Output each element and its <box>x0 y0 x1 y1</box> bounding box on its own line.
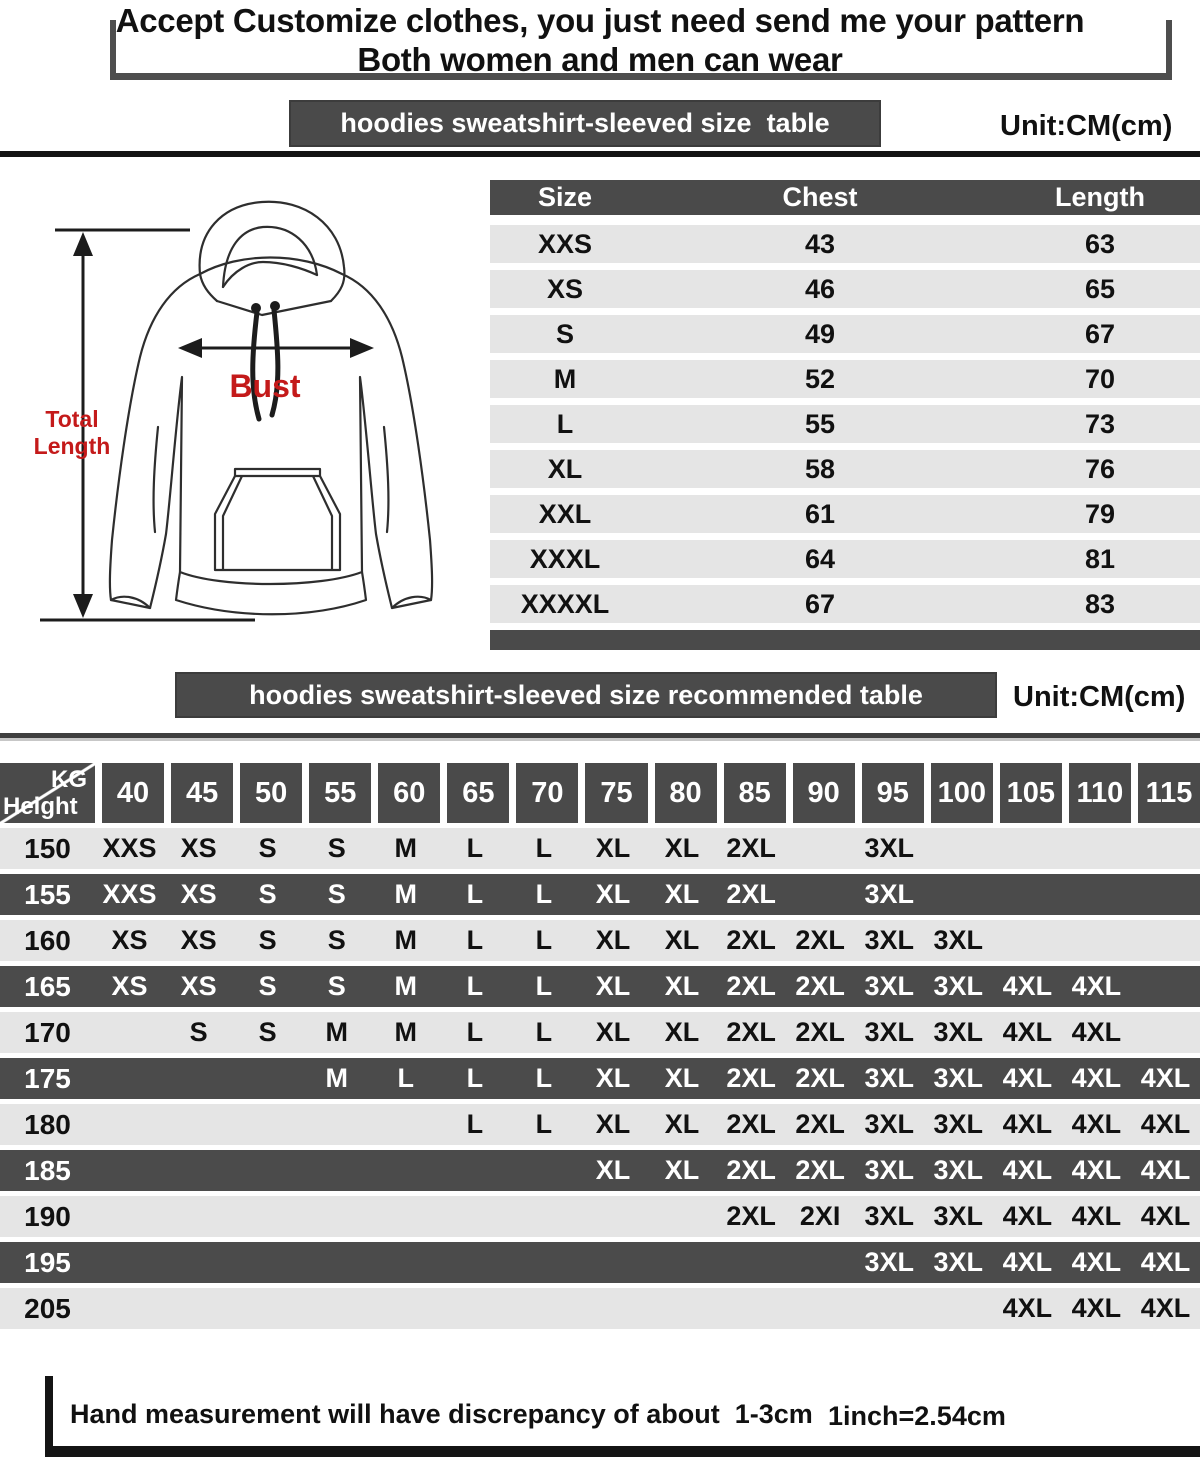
recommend-table-cell: 2XL <box>795 1017 845 1047</box>
size-table-cell: 83 <box>1084 588 1116 619</box>
weight-header-cell: 115 <box>1138 763 1200 823</box>
recommend-table-cell: 4XL <box>1002 1063 1053 1093</box>
recommend-table-cell: 2XL <box>795 925 845 955</box>
weight-header-cell: 90 <box>793 763 855 823</box>
recommend-table <box>0 763 1200 1329</box>
recommend-table-cell: M <box>325 1063 348 1093</box>
recommend-table-cell: L <box>397 1063 415 1093</box>
recommend-table-row <box>0 1288 1200 1329</box>
height-row-label: 170 <box>24 1016 71 1048</box>
recommend-table-cell: XL <box>664 833 700 863</box>
recommend-table-cell: 2XL <box>726 879 776 909</box>
size-table-cell: 76 <box>1084 453 1116 484</box>
col-chest: Chest <box>782 182 858 212</box>
recommend-table-cell: 3XL <box>933 1201 984 1231</box>
recommend-table-cell: 4XL <box>1071 1293 1122 1323</box>
unit-label-2: Unit:CM(cm) <box>1013 681 1186 713</box>
recommend-table-cell: M <box>394 879 418 909</box>
recommend-table-cell: 3XL <box>864 1201 914 1231</box>
recommend-table-cell: S <box>327 879 346 909</box>
recommend-table-cell: XL <box>595 879 631 909</box>
size-table-cell: L <box>556 408 574 439</box>
recommend-table-cell: 4XL <box>1140 1109 1191 1139</box>
recommend-table-cell: XL <box>664 1063 700 1093</box>
recommend-table-cell: XS <box>111 925 148 955</box>
recommend-table-cell: 4XL <box>1002 1155 1053 1185</box>
recommend-table-header <box>0 763 1200 823</box>
recommend-table-cell: 4XL <box>1140 1063 1191 1093</box>
footer-left-bar <box>45 1376 53 1454</box>
recommend-table-cell: 3XL <box>864 1155 914 1185</box>
size-table-row <box>490 540 1200 578</box>
bust-label: Bust <box>229 368 301 404</box>
recommend-table-cell: L <box>466 971 484 1001</box>
title-line-1: Accept Customize clothes, you just need send me your pattern <box>115 2 1085 39</box>
recommend-table-cell: 2XL <box>726 1063 776 1093</box>
recommend-table-row <box>0 1196 1200 1237</box>
recommend-table-cell: 3XL <box>933 925 984 955</box>
size-table-cell: XL <box>547 453 583 484</box>
recommend-table-cell: S <box>258 925 277 955</box>
recommend-table-cell: 4XL <box>1071 1109 1122 1139</box>
recommend-table-cell: 4XL <box>1002 971 1053 1001</box>
recommend-table-cell: L <box>535 1109 553 1139</box>
height-row-label: 185 <box>24 1154 71 1186</box>
size-table-header <box>490 180 1200 215</box>
recommend-table-cell: S <box>189 1017 208 1047</box>
divider-line-2 <box>0 733 1200 741</box>
recommend-table-cell: L <box>535 1063 553 1093</box>
measurement-note: Hand measurement will have discrepancy of about 1-3cm <box>70 1399 813 1429</box>
recommend-table-cell: S <box>258 1017 277 1047</box>
weight-header-cell: 80 <box>655 763 717 823</box>
recommend-table-cell: XS <box>180 879 217 909</box>
size-table-banner: hoodies sweatshirt-sleeved size table <box>289 100 881 147</box>
recommend-table-cell: 3XL <box>864 1017 914 1047</box>
recommend-table-cell: XL <box>595 1109 631 1139</box>
size-table-cell: 52 <box>804 363 836 394</box>
size-table-cell: 64 <box>804 543 836 574</box>
recommend-table-cell: XL <box>595 1017 631 1047</box>
recommend-table-cell: 4XL <box>1071 1247 1122 1277</box>
size-table-cell: 58 <box>804 453 836 484</box>
recommend-table-cell: M <box>394 833 418 863</box>
recommend-table-cell: XS <box>180 971 217 1001</box>
height-row-label: 155 <box>24 878 71 910</box>
size-table-cell: XXXL <box>529 543 601 574</box>
recommend-table-cell: 2XL <box>726 1109 776 1139</box>
size-table-cell: 63 <box>1084 228 1116 259</box>
recommend-table-cell: 3XL <box>864 1063 914 1093</box>
recommend-table-cell: S <box>258 971 277 1001</box>
size-table-footer-bar <box>490 630 1200 650</box>
size-table-cell: 49 <box>804 318 836 349</box>
recommend-table-cell: XL <box>664 925 700 955</box>
size-table-cell: 79 <box>1084 498 1116 529</box>
size-table-cell: XXL <box>538 498 592 529</box>
recommend-table-cell: 4XL <box>1071 1201 1122 1231</box>
size-table-row <box>490 585 1200 623</box>
recommend-table-cell: L <box>535 1017 553 1047</box>
size-table-body <box>490 225 1200 623</box>
height-row-label: 180 <box>24 1108 71 1140</box>
recommend-table-cell: 4XL <box>1140 1293 1191 1323</box>
size-table-cell: 55 <box>804 408 836 439</box>
recommend-table-row <box>0 1242 1200 1283</box>
recommend-table-cell: XL <box>595 1155 631 1185</box>
recommend-table-cell: XL <box>664 879 700 909</box>
recommend-table-cell: 3XL <box>864 1109 914 1139</box>
recommend-table-cell: S <box>327 925 346 955</box>
recommend-table-cell: 3XL <box>864 833 914 863</box>
recommend-table-cell: S <box>258 879 277 909</box>
col-size: Size <box>537 182 593 212</box>
weight-header-cell: 85 <box>724 763 786 823</box>
recommend-table-cell: 4XL <box>1140 1155 1191 1185</box>
recommend-table-cell: 3XL <box>933 1017 984 1047</box>
recommend-table-cell: 2XL <box>726 1017 776 1047</box>
recommend-table-cell: 4XL <box>1002 1201 1053 1231</box>
recommend-table-row <box>0 920 1200 961</box>
size-table-cell: 43 <box>804 228 836 259</box>
recommend-table-cell: 4XL <box>1002 1109 1053 1139</box>
height-row-label: 175 <box>24 1062 71 1094</box>
recommend-table-cell: 2XL <box>795 1063 845 1093</box>
recommend-table-cell: 2XL <box>726 1201 776 1231</box>
recommend-table-cell: L <box>466 1063 484 1093</box>
recommend-table-cell: L <box>535 971 553 1001</box>
weight-header-cell: 100 <box>931 763 993 823</box>
size-table-cell: XS <box>546 273 584 304</box>
recommend-table-cell: 4XL <box>1140 1201 1191 1231</box>
size-table-row <box>490 495 1200 533</box>
size-table-cell: XXS <box>537 228 593 259</box>
recommend-table-cell: 4XL <box>1071 1017 1122 1047</box>
weight-header-cell: 70 <box>516 763 578 823</box>
recommend-table-cell: 2XL <box>726 833 776 863</box>
height-row-label: 195 <box>24 1246 71 1278</box>
size-table-row <box>490 225 1200 263</box>
recommend-table-cell: L <box>466 833 484 863</box>
recommend-table-cell: 2XL <box>726 971 776 1001</box>
recommend-table-row <box>0 874 1200 915</box>
height-row-label: 150 <box>24 832 71 864</box>
recommend-table-cell: XS <box>180 833 217 863</box>
height-row-label: 160 <box>24 924 71 956</box>
recommend-table-row <box>0 1150 1200 1191</box>
height-row-label: 190 <box>24 1200 71 1232</box>
recommend-table-cell: 2XL <box>795 1155 845 1185</box>
size-table <box>490 180 1200 650</box>
recommend-table-row <box>0 828 1200 869</box>
recommend-table-cell: 3XL <box>864 971 914 1001</box>
recommend-table-cell: 2XL <box>795 1109 845 1139</box>
title-line-2: Both women and men can wear <box>357 41 843 78</box>
recommend-table-row <box>0 1104 1200 1145</box>
recommend-table-cell: M <box>394 1017 418 1047</box>
recommend-table-row <box>0 1012 1200 1053</box>
recommend-table-cell: L <box>535 879 553 909</box>
recommend-table-cell: S <box>258 833 277 863</box>
recommend-table-cell: 4XL <box>1002 1293 1053 1323</box>
recommend-table-cell: 2XI <box>799 1201 841 1231</box>
size-table-cell: 67 <box>804 588 836 619</box>
recommend-table-row <box>0 1058 1200 1099</box>
divider-line <box>0 151 1200 157</box>
recommend-table-cell: 4XL <box>1002 1247 1053 1277</box>
recommend-table-banner: hoodies sweatshirt-sleeved size recommended table <box>175 672 997 718</box>
size-table-cell: 73 <box>1084 408 1116 439</box>
recommend-table-cell: L <box>466 925 484 955</box>
recommend-table-cell: 4XL <box>1071 971 1122 1001</box>
size-table-cell: 65 <box>1084 273 1116 304</box>
weight-header-cell: 40 <box>102 763 164 823</box>
weight-header-cell: 60 <box>378 763 440 823</box>
recommend-table-cell: M <box>394 925 418 955</box>
recommend-table-cell: XL <box>664 1155 700 1185</box>
recommend-table-cell: 2XL <box>795 971 845 1001</box>
size-table-cell: 61 <box>804 498 836 529</box>
recommend-table-cell: XXS <box>102 879 157 909</box>
recommend-table-cell: 3XL <box>933 1063 984 1093</box>
recommend-table-body <box>0 828 1200 1329</box>
recommend-table-cell: 3XL <box>933 1247 984 1277</box>
recommend-table-cell: M <box>325 1017 348 1047</box>
weight-header-cell: 105 <box>1000 763 1062 823</box>
col-length: Length <box>1055 182 1145 212</box>
weight-header-cell: 55 <box>309 763 371 823</box>
size-table-row <box>490 360 1200 398</box>
size-table-row <box>490 315 1200 353</box>
size-table-row <box>490 270 1200 308</box>
height-row-label: 205 <box>24 1292 71 1324</box>
page-title <box>0 1 1200 79</box>
recommend-table-cell: 3XL <box>933 971 984 1001</box>
recommend-table-cell: 2XL <box>726 925 776 955</box>
recommend-table-cell: XL <box>664 1109 700 1139</box>
size-table-row <box>490 405 1200 443</box>
weight-header-cell: 95 <box>862 763 924 823</box>
inch-conversion: 1inch=2.54cm <box>828 1401 1006 1431</box>
kangaroo-pocket <box>215 469 340 570</box>
recommend-table-cell: 3XL <box>864 879 914 909</box>
recommend-table-cell: 4XL <box>1002 1017 1053 1047</box>
footer-bottom-line <box>45 1446 1200 1457</box>
recommend-table-cell: L <box>466 1017 484 1047</box>
recommend-table-cell: S <box>327 971 346 1001</box>
kg-label: KG <box>51 766 87 793</box>
recommend-table-cell: 4XL <box>1071 1155 1122 1185</box>
size-table-cell: 81 <box>1084 543 1116 574</box>
weight-header-cell: 110 <box>1069 763 1131 823</box>
recommend-table-cell: M <box>394 971 418 1001</box>
weight-header-cell: 50 <box>240 763 302 823</box>
total-length-label: Total Length <box>33 406 111 459</box>
recommend-table-cell: 3XL <box>864 1247 914 1277</box>
recommend-table-cell: XL <box>595 925 631 955</box>
weight-header-cell: 75 <box>585 763 647 823</box>
corner-cell <box>0 763 95 823</box>
recommend-table-cell: L <box>466 879 484 909</box>
recommend-table-cell: 3XL <box>933 1109 984 1139</box>
recommend-table-cell: 4XL <box>1071 1063 1122 1093</box>
size-table-cell: 67 <box>1084 318 1116 349</box>
recommend-table-cell: 3XL <box>933 1155 984 1185</box>
recommend-table-cell: XL <box>664 971 700 1001</box>
size-table-row <box>490 450 1200 488</box>
recommend-table-cell: XL <box>595 1063 631 1093</box>
recommend-table-cell: XS <box>111 971 148 1001</box>
recommend-table-row <box>0 966 1200 1007</box>
size-table-cell: M <box>553 363 577 394</box>
size-table-cell: 46 <box>804 273 836 304</box>
recommend-table-cell: 2XL <box>726 1155 776 1185</box>
recommend-table-cell: XL <box>595 833 631 863</box>
recommend-table-cell: XXS <box>102 833 157 863</box>
size-table-cell: XXXXL <box>520 588 610 619</box>
recommend-table-cell: L <box>535 833 553 863</box>
recommend-table-cell: S <box>327 833 346 863</box>
size-table-cell: 70 <box>1084 363 1116 394</box>
recommend-table-cell: L <box>535 925 553 955</box>
size-table-cell: S <box>555 318 574 349</box>
recommend-table-cell: XL <box>595 971 631 1001</box>
weight-header-cell: 45 <box>171 763 233 823</box>
weight-header-cell: 65 <box>447 763 509 823</box>
recommend-table-cell: XS <box>180 925 217 955</box>
recommend-table-cell: XL <box>664 1017 700 1047</box>
height-row-label: 165 <box>24 970 71 1002</box>
recommend-table-cell: L <box>466 1109 484 1139</box>
unit-label: Unit:CM(cm) <box>1000 110 1173 142</box>
height-label-corner: Height <box>3 793 78 820</box>
recommend-table-cell: 3XL <box>864 925 914 955</box>
recommend-table-cell: 4XL <box>1140 1247 1191 1277</box>
